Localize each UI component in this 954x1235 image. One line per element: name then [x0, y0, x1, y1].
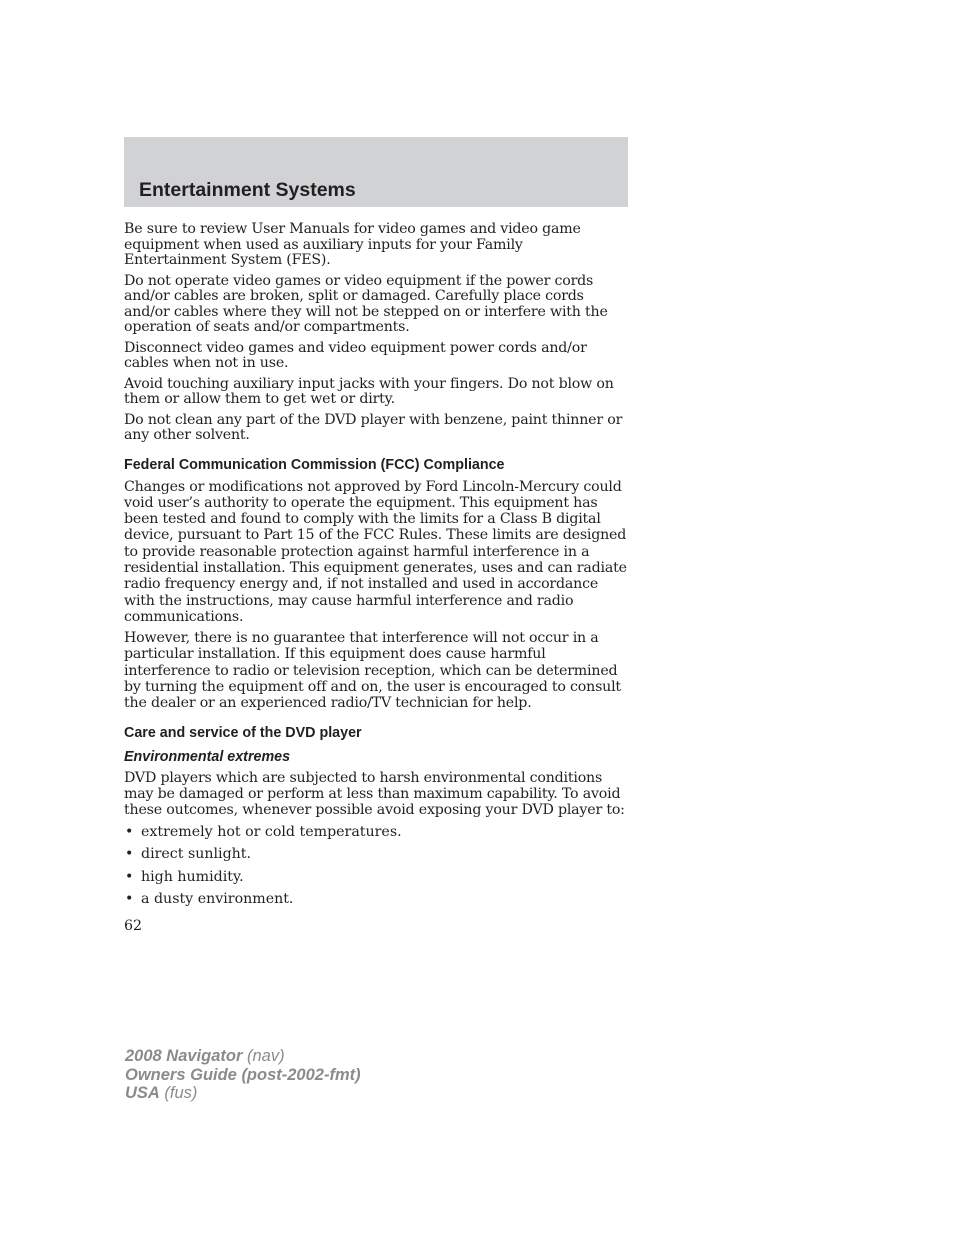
care-heading: Care and service of the DVD player [124, 724, 362, 741]
bullet-icon: • [125, 846, 134, 863]
footer-market-code: (fus) [159, 1084, 198, 1102]
list-item [124, 891, 628, 907]
intro-paragraph-3: Disconnect video games and video equipment power cords and/or cables when not in use. [124, 339, 587, 371]
bullet-icon: • [125, 868, 134, 885]
list-item-text: high humidity. [141, 868, 244, 885]
list-item-text: extremely hot or cold temperatures. [141, 823, 402, 840]
bullet-icon: • [125, 823, 134, 840]
footer-model-code: (nav) [242, 1047, 285, 1065]
footer-guide: Owners Guide (post-2002-fmt) [125, 1065, 361, 1084]
care-paragraph: DVD players which are subjected to harsh environmental conditions may be damaged or perform at less than maximum capability. To avoid these outcomes, whenever possible avoid exposing your DVD player to: [124, 769, 625, 819]
environment-bullet-list [124, 824, 628, 908]
section-title: Entertainment Systems [139, 179, 356, 201]
list-item [124, 869, 628, 885]
bullet-icon: • [125, 891, 134, 908]
section-header-band [124, 137, 628, 207]
list-item [124, 824, 628, 840]
footer-model: 2008 Navigator [125, 1047, 243, 1065]
page-number: 62 [124, 918, 143, 935]
intro-paragraph-2: Do not operate video games or video equipment if the power cords and/or cables are broken, split or damaged. Carefully place cords and/or cables where they will not be stepped on or interfere with the operation of seats and/or compartments. [124, 272, 608, 335]
fcc-heading: Federal Communication Commission (FCC) Compliance [124, 456, 505, 473]
list-item-text: a dusty environment. [141, 891, 294, 908]
list-item [124, 846, 628, 862]
footer-market: USA [125, 1084, 160, 1102]
footer-line-1 [125, 1047, 361, 1066]
footer-line-3 [125, 1084, 361, 1103]
list-item-text: direct sunlight. [141, 846, 252, 863]
footer-line-2 [125, 1066, 361, 1085]
page-content [124, 222, 628, 934]
intro-paragraph-4: Avoid touching auxiliary input jacks with your fingers. Do not blow on them or allow them to get wet or dirty. [124, 375, 614, 407]
intro-paragraph-1: Be sure to review User Manuals for video games and video game equipment when used as auxiliary inputs for your Family Entertainment System (FES). [124, 221, 581, 268]
fcc-paragraph-1: Changes or modifications not approved by Ford Lincoln-Mercury could void user’s authority to operate the equipment. This equipment has been tested and found to comply with the limits for a Class B digital device, pursuant to Part 15 of the FCC Rules. These limits are designed to provide reasonable protection against harmful interference in a residential installation. This equipment generates, uses and can radiate radio frequency energy and, if not installed and used in accordance with the instructions, may cause harmful interference and radio communications. [124, 478, 627, 625]
fcc-paragraph-2: However, there is no guarantee that interference will not occur in a particular installation. If this equipment does cause harmful interference to radio or television reception, which can be determined by turning the equipment off and on, the user is encouraged to consult the dealer or an experienced radio/TV technician for help. [124, 630, 621, 712]
document-footer [125, 1047, 361, 1103]
environmental-subheading: Environmental extremes [124, 748, 291, 765]
intro-paragraph-5: Do not clean any part of the DVD player with benzene, paint thinner or any other solvent. [124, 411, 623, 443]
